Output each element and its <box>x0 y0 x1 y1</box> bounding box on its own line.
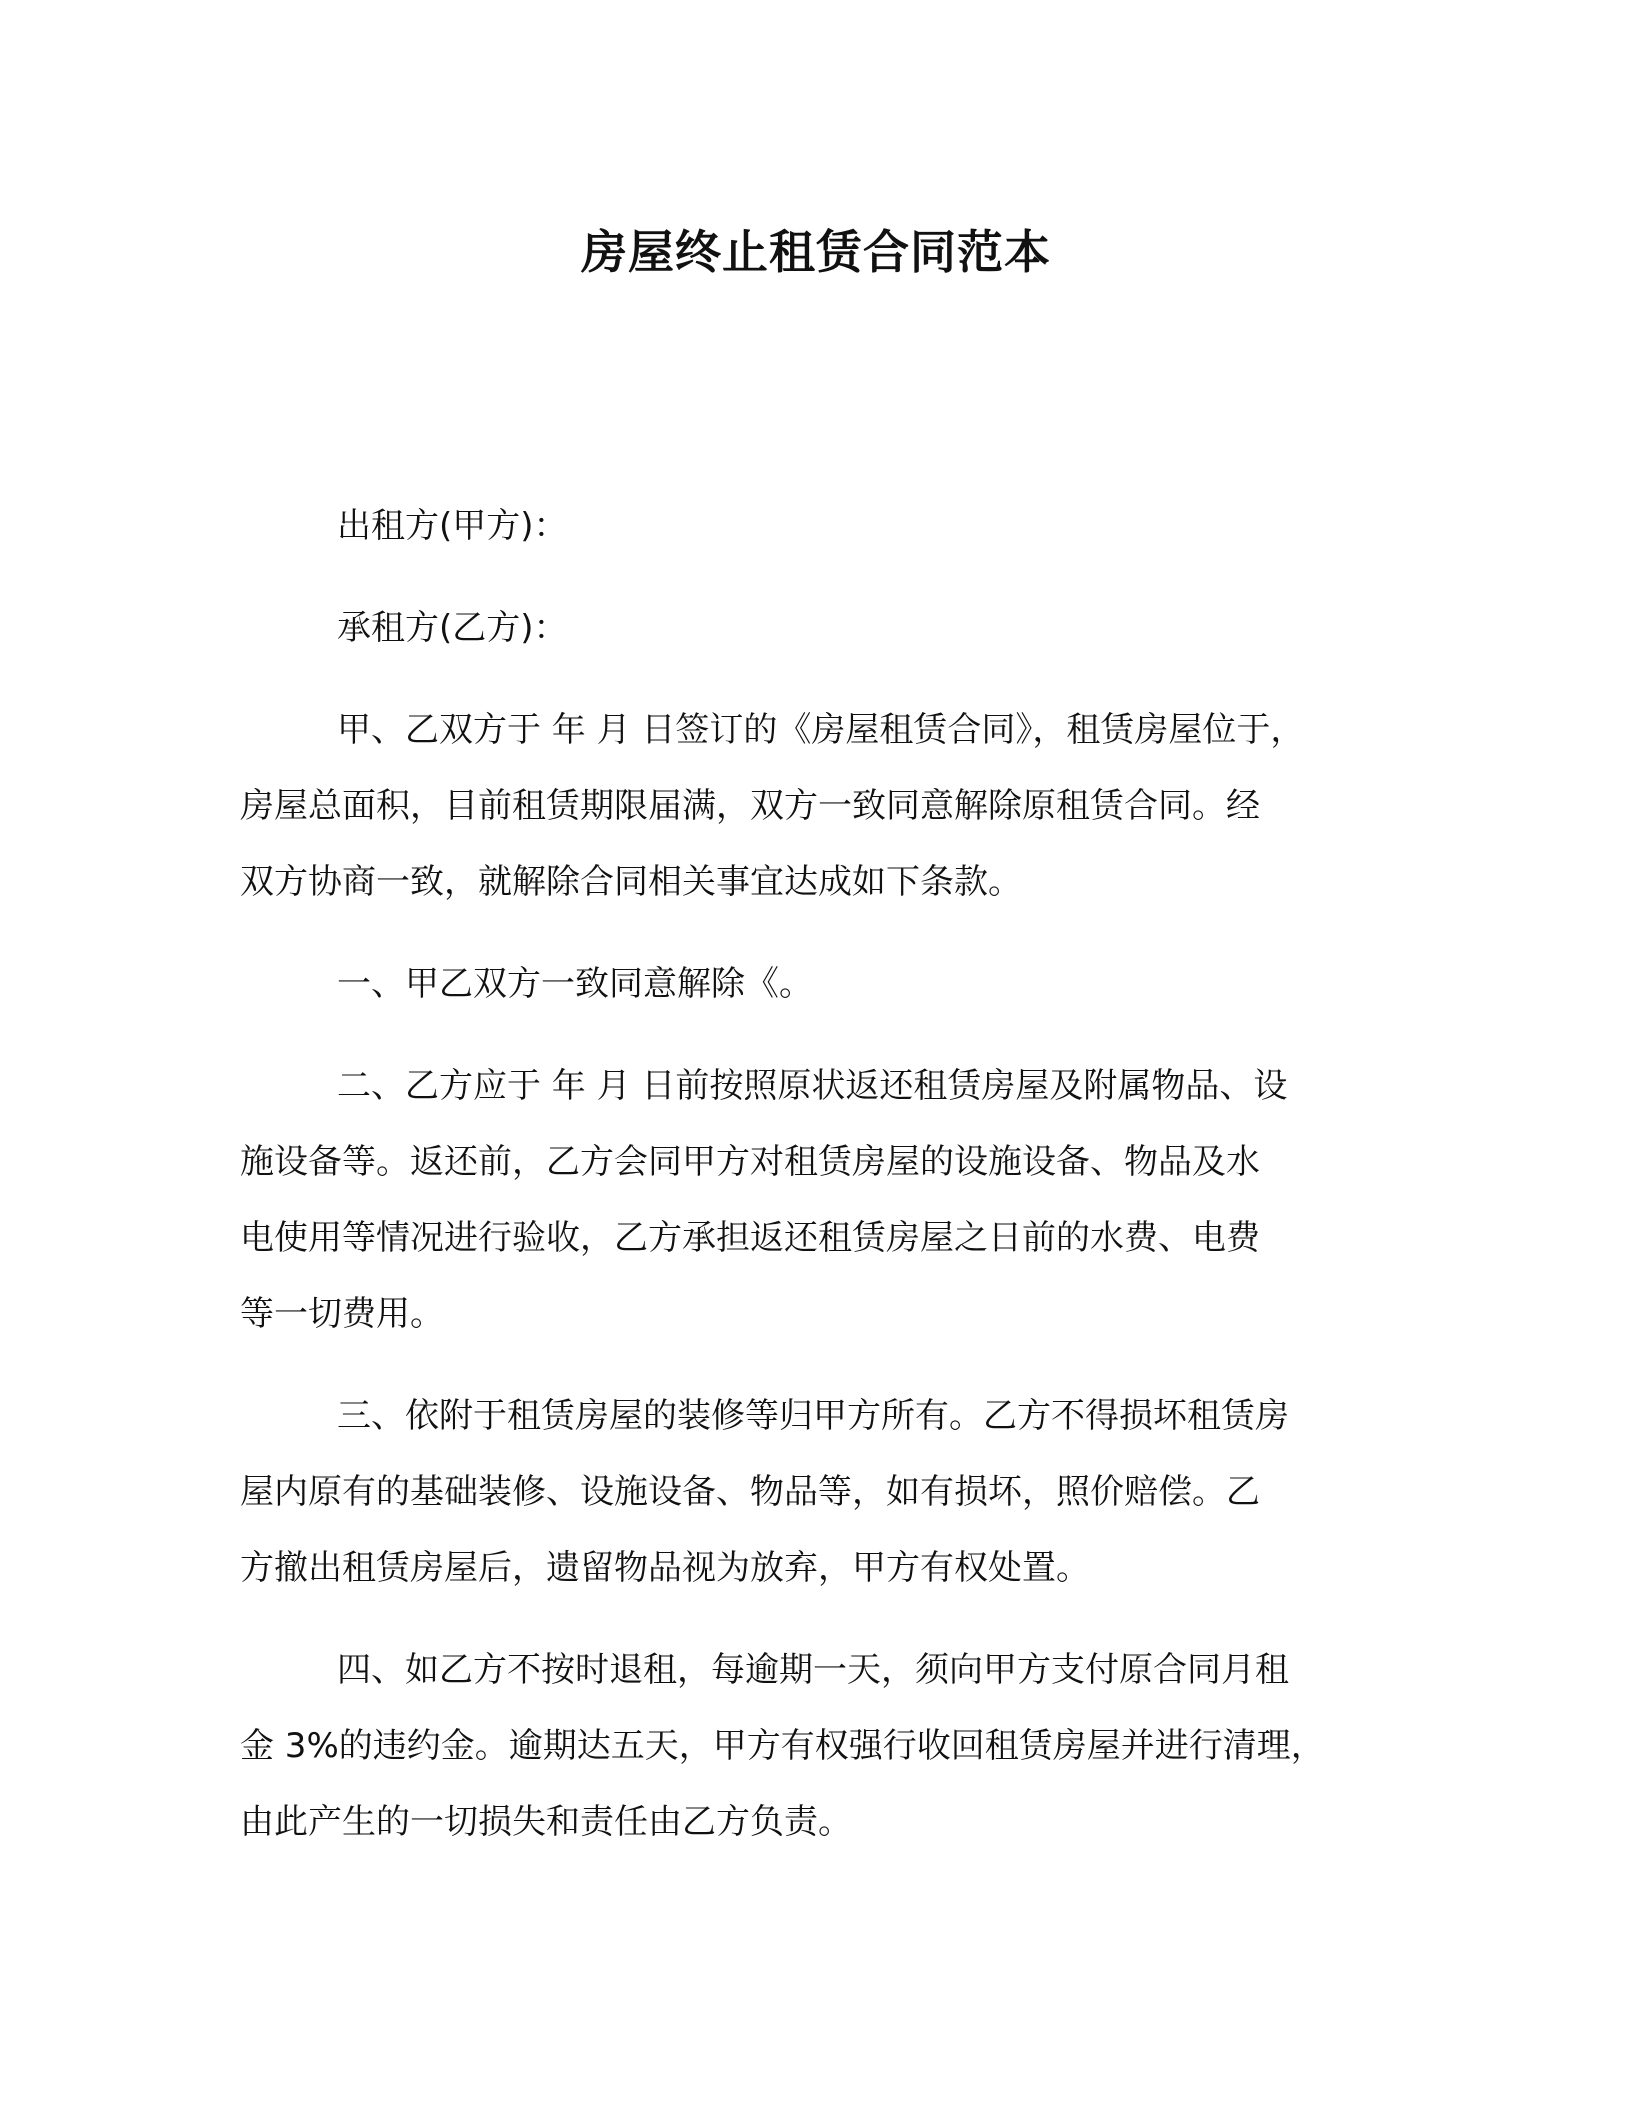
intro-line: 甲、乙双方于 年 月 日签订的《房屋租赁合同》，租赁房屋位于， <box>337 710 1305 750</box>
clause-4-line: 由此产生的一切损失和责任由乙方负责。 <box>240 1802 852 1842</box>
clause-2-line: 电使用等情况进行验收，乙方承担返还租赁房屋之日前的水费、电费 <box>240 1218 1260 1258</box>
clause-2-line: 二、乙方应于 年 月 日前按照原状返还租赁房屋及附属物品、设 <box>337 1066 1288 1106</box>
intro-line: 双方协商一致，就解除合同相关事宜达成如下条款。 <box>240 862 1022 902</box>
clause-4-line: 金 3%的违约金。逾期达五天，甲方有权强行收回租赁房屋并进行清理， <box>240 1726 1325 1766</box>
document-body <box>240 488 1405 1886</box>
clause-2-line: 等一切费用。 <box>240 1294 444 1334</box>
clause-3-paragraph <box>240 1378 1405 1606</box>
intro-line: 房屋总面积，目前租赁期限届满，双方一致同意解除原租赁合同。经 <box>240 786 1260 826</box>
clause-1-paragraph <box>240 946 1405 1022</box>
clause-3-line: 屋内原有的基础装修、设施设备、物品等，如有损坏，照价赔偿。乙 <box>240 1472 1260 1512</box>
party-b-line: 承租方(乙方)： <box>337 608 568 648</box>
party-a-line: 出租方(甲方)： <box>337 506 568 546</box>
clause-2-line: 施设备等。返还前，乙方会同甲方对租赁房屋的设施设备、物品及水 <box>240 1142 1260 1182</box>
document-title: 房屋终止租赁合同范本 <box>581 225 1051 279</box>
clause-3-line: 三、依附于租赁房屋的装修等归甲方所有。乙方不得损坏租赁房 <box>337 1396 1289 1436</box>
clause-3-line: 方撤出租赁房屋后，遗留物品视为放弃，甲方有权处置。 <box>240 1548 1090 1588</box>
clause-4-line: 四、如乙方不按时退租，每逾期一天，须向甲方支付原合同月租 <box>337 1650 1289 1690</box>
clause-4-paragraph <box>240 1632 1405 1860</box>
clause-2-paragraph <box>240 1048 1405 1352</box>
clause-1-line: 一、甲乙双方一致同意解除《。 <box>337 964 813 1004</box>
intro-paragraph <box>240 692 1405 920</box>
